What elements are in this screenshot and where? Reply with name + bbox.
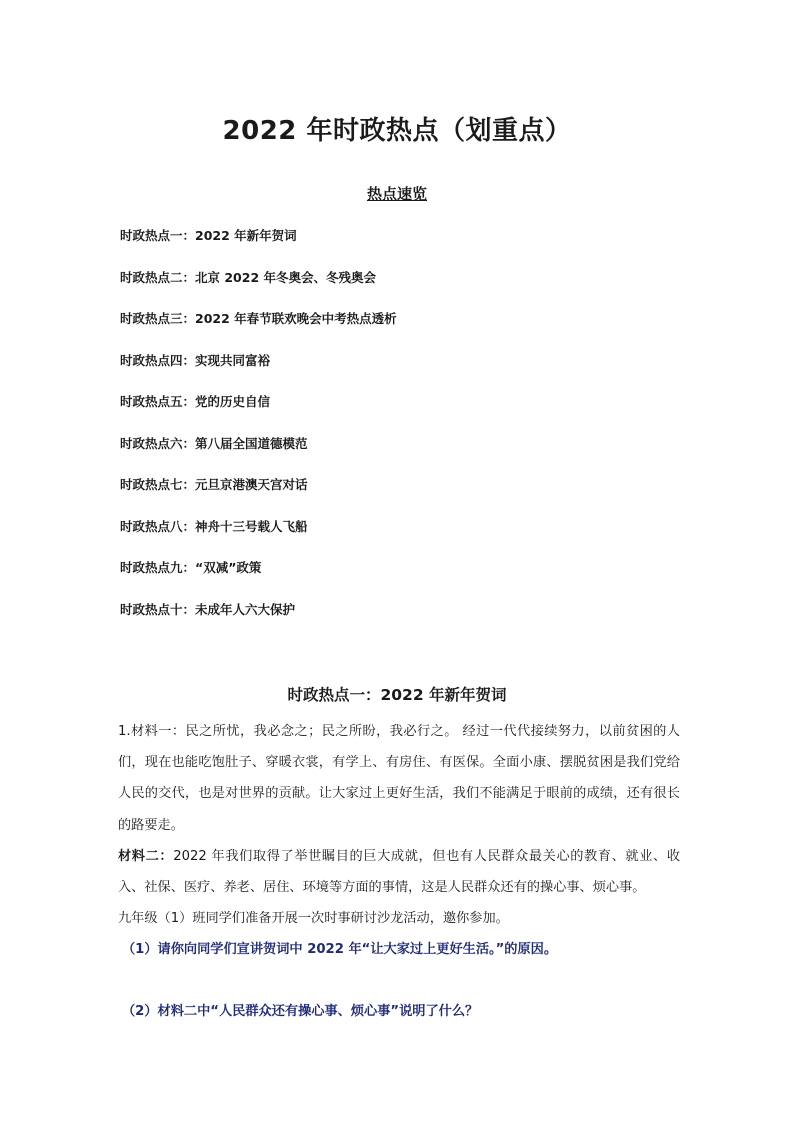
toc-item: 时政热点五：党的历史自信 — [120, 394, 271, 409]
section-heading: 时政热点一：2022 年新年贺词 — [287, 686, 507, 704]
question-one: （1）请你向同学们宣讲贺词中 2022 年“让大家过上更好生活。”的原因。 — [122, 942, 558, 957]
toc-item: 时政热点三：2022 年春节联欢晚会中考热点透析 — [120, 311, 397, 326]
material-two-text: 2022 年我们取得了举世瞩目的巨大成就，但也有人民群众最关心的教育、就业、收入、社保、医疗、养老、居住、环境等方面的事情，这是人民群众还有的操心事、烦心事。 — [118, 848, 681, 896]
question-two: （2）材料二中“人民群众还有操心事、烦心事”说明了什么？ — [122, 1004, 479, 1019]
toc-item: 时政热点八：神舟十三号载人飞船 — [120, 518, 308, 534]
material-two-label: 材料二： — [118, 848, 174, 864]
section-body — [118, 716, 680, 934]
toc-item: 时政热点四：实现共同富裕 — [120, 352, 271, 368]
document-title: 2022 年时政热点（划重点） — [222, 116, 572, 146]
material-two — [118, 841, 680, 903]
activity-text: 九年级（1）班同学们准备开展一次时事研讨沙龙活动，邀你参加。 — [118, 911, 509, 927]
toc-heading: 热点速览 — [366, 185, 427, 203]
toc-item: 时政热点一：2022 年新年贺词 — [120, 228, 297, 243]
toc-item: 时政热点九：“双减”政策 — [120, 560, 262, 575]
toc-item: 时政热点十：未成年人六大保护 — [120, 601, 296, 617]
toc-item: 时政热点七：元旦京港澳天宫对话 — [120, 477, 308, 492]
toc-list — [120, 227, 720, 642]
material-one: 1.材料一：民之所忧，我必念之；民之所盼，我必行之。 经过一代代接续努力，以前贫困的人们，现在也能吃饱肚子、穿暖衣裳，有学上、有房住、有医保。全面小康、摆脱贫困是我们党给人民的交代，也是对世界的贡献。让大家过上更好生活，我们不能满足于眼前的成绩，还有很长的路要走。 — [118, 724, 680, 833]
toc-item: 时政热点六：第八届全国道德模范 — [120, 435, 308, 451]
toc-item: 时政热点二：北京 2022 年冬奥会、冬残奥会 — [120, 269, 376, 285]
